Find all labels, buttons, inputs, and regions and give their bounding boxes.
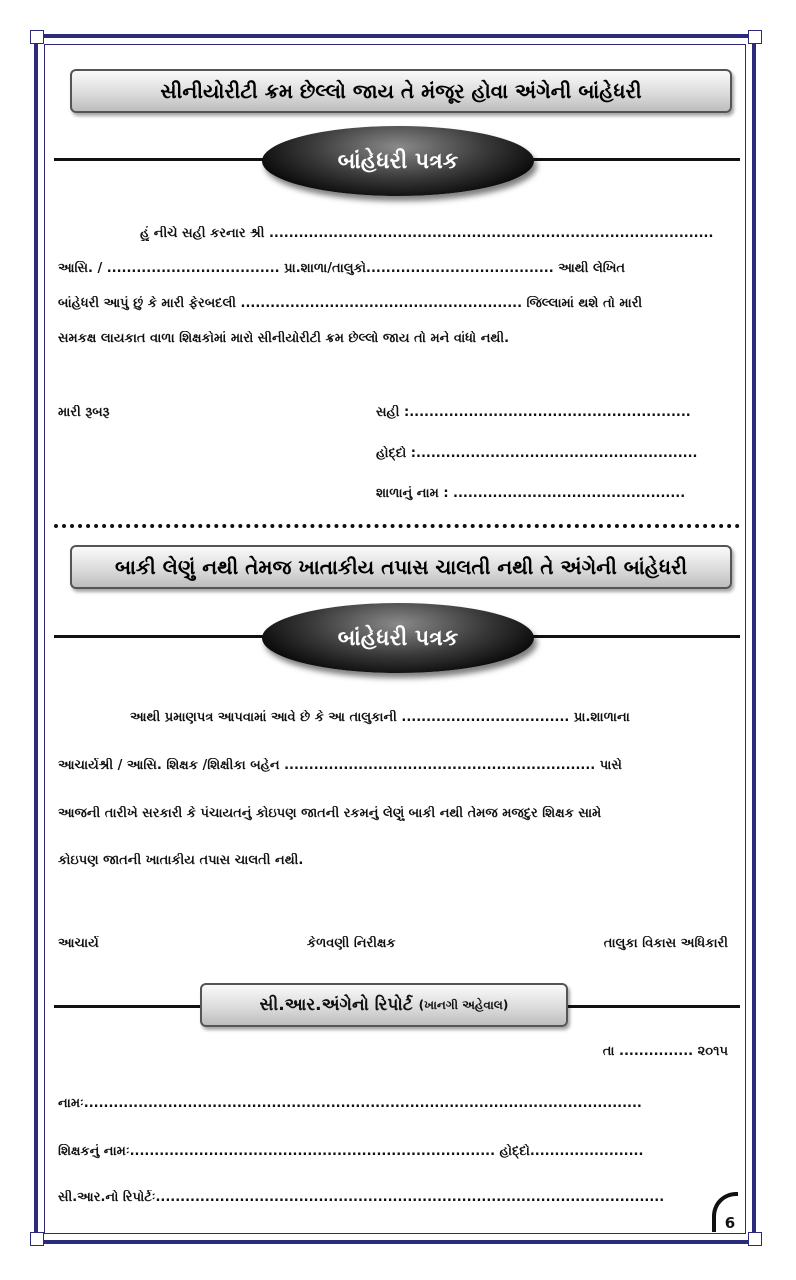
- signatories-row: [58, 936, 728, 951]
- cr-report-field: સી.આર.નો રિપોર્ટઃ.......................................................................................................: [58, 1190, 665, 1205]
- undertaking-badge: બાંહેધરી પત્રક: [262, 603, 534, 673]
- corner-ornament: [748, 1232, 762, 1246]
- school-name-field: શાળાનું નામ : ...............................................: [376, 486, 686, 501]
- teacher-name-field: શિક્ષકનું નામઃ.......................................................................... હોદ્દો.......................: [58, 1144, 644, 1159]
- para-line: આજની તારીખે સરકારી કે પંચાયતનું કોઇપણ જાતની રકમનું લેણું બાકી નથી તેમજ મજદુર શિક્ષક સામે: [58, 806, 602, 821]
- signature-field: સહી :.........................................................: [376, 405, 691, 420]
- cr-report-title: સી.આર.અંગેનો રિપોર્ટ: [259, 995, 413, 1015]
- corner-ornament: [30, 1232, 44, 1246]
- seniority-banner: સીનીયોરીટી ક્રમ છેલ્લો જાય તે મંજૂર હોવા અંગેની બાંહેધરી: [70, 69, 732, 113]
- witness-label: મારી રૂબરૂ: [58, 405, 110, 420]
- page-number-text: 6: [724, 1214, 736, 1232]
- section-separator: [54, 524, 740, 528]
- corner-ornament: [30, 30, 44, 44]
- cr-report-subtitle: (ખાનગી અહેવાલ): [418, 997, 509, 1012]
- para-line: આસિ. / ................................... પ્રા.શાળા/તાલુકો...................................... આથી લેખિત: [58, 261, 626, 276]
- page-curl-icon: [712, 1192, 738, 1232]
- date-field: તા ............... ૨૦૧૫: [602, 1044, 728, 1059]
- para-line: કોઇપણ જાતની ખાતાકીય તપાસ ચાલતી નથી.: [58, 853, 304, 868]
- corner-ornament: [748, 30, 762, 44]
- designation-field: હોદ્દો :.........................................................: [376, 446, 698, 461]
- no-dues-banner: બાકી લેણું નથી તેમજ ખાતાકીય તપાસ ચાલતી નથી તે અંગેની બાંહેધરી: [70, 545, 732, 589]
- cr-report-banner: [200, 983, 568, 1027]
- taluka-officer-label: તાલુકા વિકાસ અધિકારી: [603, 936, 728, 951]
- page-number: [712, 1192, 748, 1232]
- para-line: આથી પ્રમાણપત્ર આપવામાં આવે છે કે આ તાલુકાની .................................. પ્રા.શાળાના: [130, 710, 630, 725]
- principal-label: આચાર્ય: [58, 936, 99, 951]
- para-line: બાંહેધરી આપું છું કે મારી ફેરબદલી ......................................................... જિલ્લામાં થશે તો મારી: [58, 296, 643, 311]
- name-field: નામઃ.................................................................................................................: [58, 1096, 642, 1111]
- education-inspector-label: કેળવણી નિરીક્ષક: [306, 936, 396, 951]
- para-line: હું નીચે સહી કરનાર શ્રી ..........................................................................................: [140, 226, 714, 241]
- undertaking-badge: બાંહેધરી પત્રક: [262, 126, 534, 196]
- para-line: આચાર્યશ્રી / આસિ. શિક્ષક /શિક્ષીકા બહેન ............................................................... પાસે: [58, 758, 622, 773]
- para-line: સમકક્ષ લાયકાત વાળા શિક્ષકોમાં મારો સીનીયોરીટી ક્રમ છેલ્લો જાય તો મને વાંધો નથી.: [58, 331, 510, 346]
